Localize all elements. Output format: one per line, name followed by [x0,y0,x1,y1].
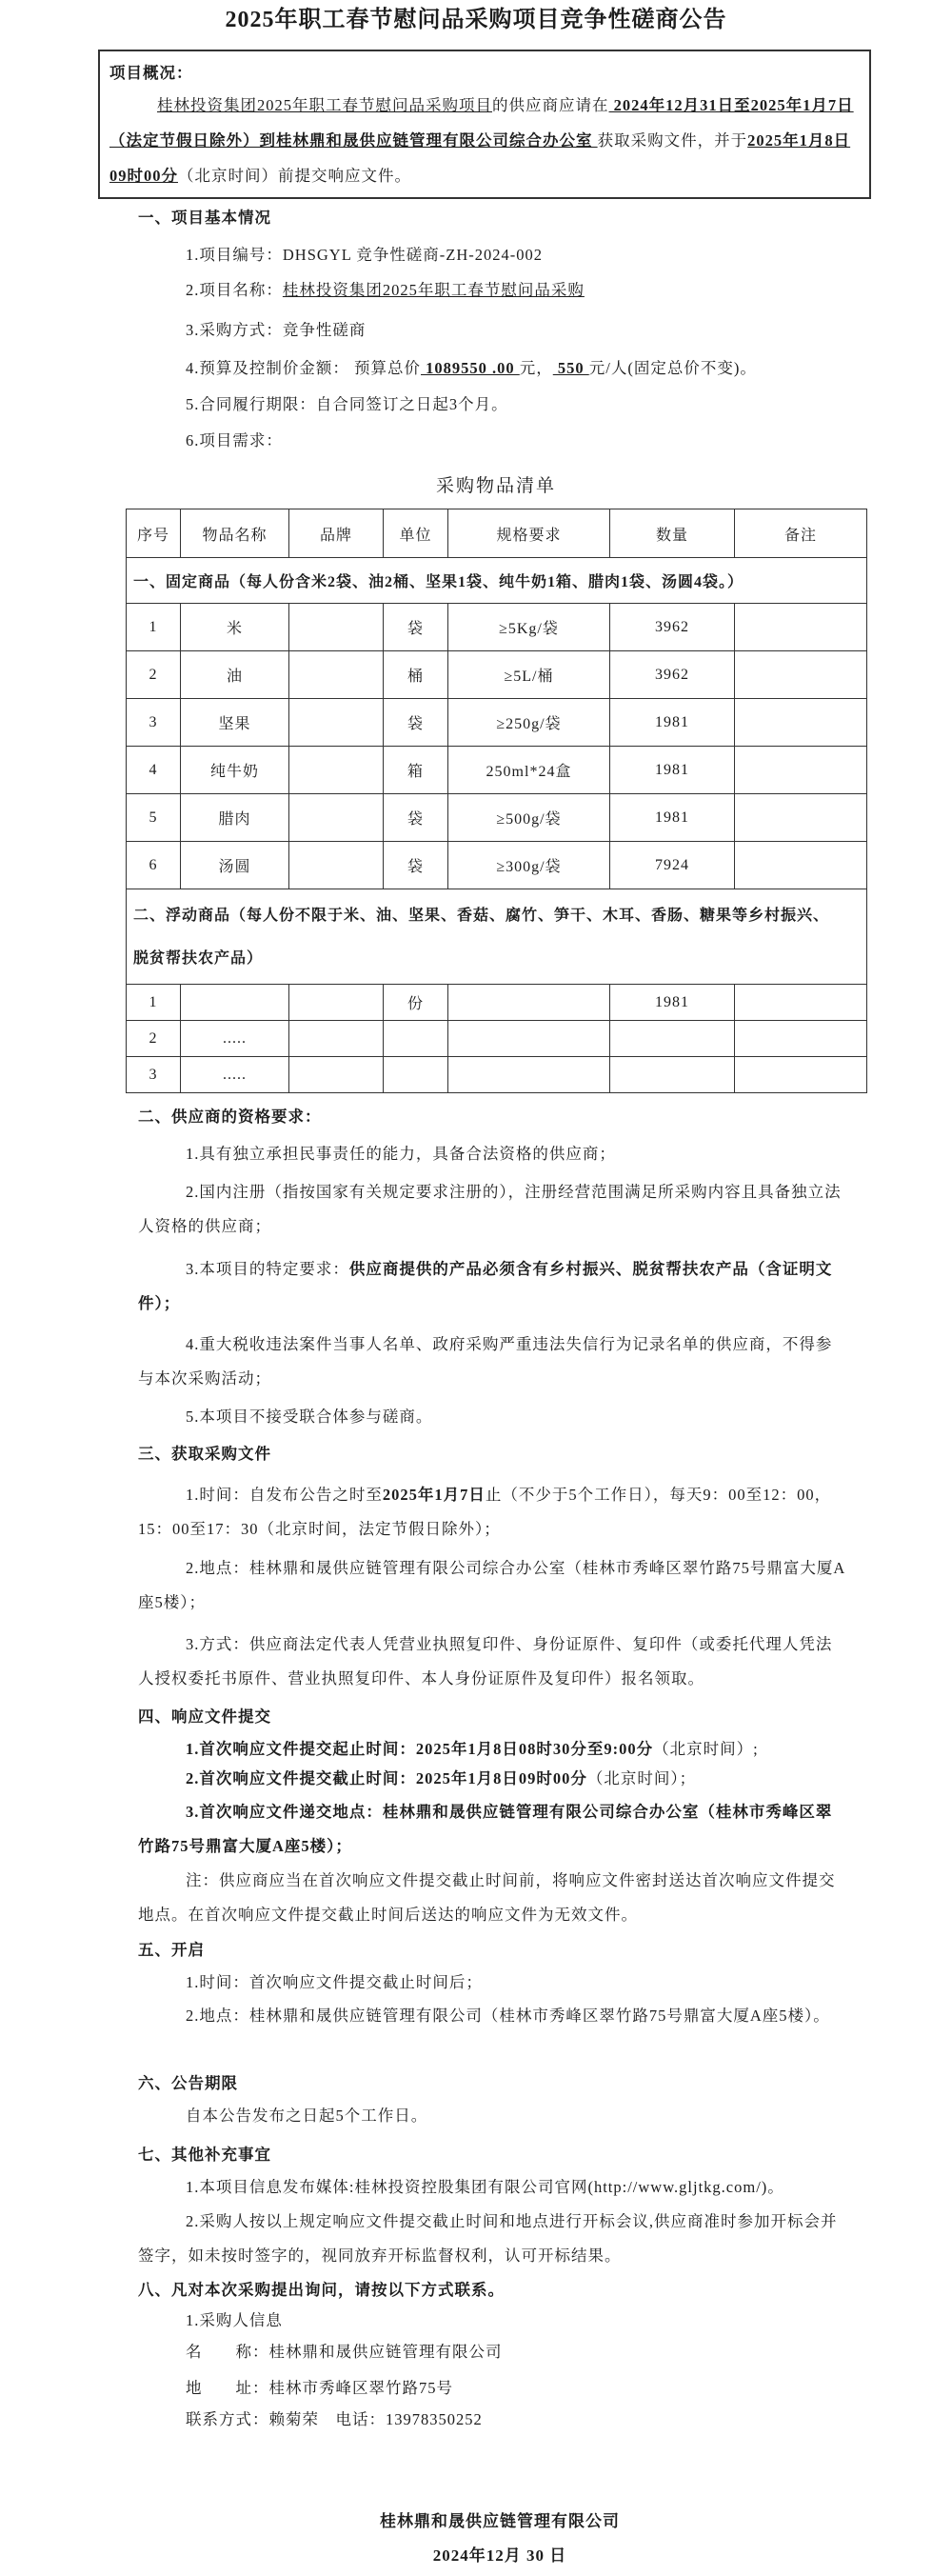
group-title-line2: 脱贫帮扶农产品） [133,949,264,967]
cell [735,1021,867,1057]
cell [384,1057,448,1093]
group-fixed-goods-row [127,558,867,604]
col-header: 数量 [610,509,735,558]
cell: ≥5Kg/袋 [448,604,610,651]
cell: ≥250g/袋 [448,699,610,747]
cell: 4 [127,747,181,794]
cell: ..... [181,1057,289,1093]
cell: 箱 [384,747,448,794]
table-row [127,604,867,651]
cell [289,794,384,842]
table-row [127,651,867,699]
item-text: （北京时间）； [586,1769,697,1787]
col-header: 物品名称 [181,509,289,558]
overview-text: （北京时间）前提交响应文件。 [178,167,411,185]
purchaser-address: 地 址：桂林市秀峰区翠竹路75号 [186,2379,453,2397]
cell: 3962 [610,651,735,699]
cell [384,1021,448,1057]
bid-meeting-note: 2.采购人按以上规定响应文件提交截止时间和地点进行开标会议,供应商准时参加开标会并签字，如未按时签字的，视同放弃开标监督权利，认可开标结果。 [138,2212,838,2265]
cell: 袋 [384,604,448,651]
announcement-period: 自本公告发布之日起5个工作日。 [186,2107,428,2125]
cell [289,985,384,1021]
obtain-doc-place: 2.地点：桂林鼎和晟供应链管理有限公司综合办公室（桂林市秀峰区翠竹路75号鼎富大厦A座5楼）； [138,1559,846,1611]
cell [289,604,384,651]
cell: 纯牛奶 [181,747,289,794]
section-7-heading: 七、其他补充事宜 [138,2146,271,2164]
overview-deadline: 2025年1月8日09时00分 [109,131,851,185]
cell: 6 [127,842,181,889]
cell [289,651,384,699]
cell [735,842,867,889]
cell [289,1057,384,1093]
submit-place: 3.首次响应文件递交地点：桂林鼎和晟供应链管理有限公司综合办公室（桂林市秀峰区翠竹路75号鼎富大厦A座5楼）； [138,1803,833,1855]
submit-deadline-text: 2.首次响应文件提交截止时间：2025年1月8日09时00分 [186,1769,587,1787]
cell: 份 [384,985,448,1021]
col-header: 品牌 [289,509,384,558]
cell: ≥5L/桶 [448,651,610,699]
group-title: 一、固定商品（每人份含米2袋、油2桶、坚果1袋、纯牛奶1箱、腊肉1袋、汤圆4袋。） [127,558,867,604]
obtain-deadline-date: 2025年1月7日 [382,1486,486,1504]
budget-total-value: 1089550 .00 [421,359,520,377]
cell [735,747,867,794]
item-project-number: 1.项目编号：DHSGYL 竞争性磋商-ZH-2024-002 [186,246,544,264]
qualification-item: 5.本项目不接受联合体参与磋商。 [186,1408,433,1426]
cell: 米 [181,604,289,651]
qualification-item [138,1252,847,1321]
item-text: 元/人(固定总价不变)。 [588,359,757,377]
overview-label: 项目概况： [109,64,193,82]
overview-text: 的供应商应请在 [492,96,609,114]
cell: 1 [127,985,181,1021]
cell [289,747,384,794]
cell: 2 [127,1021,181,1057]
item-label: 2.项目名称： [186,281,283,299]
cell [448,1057,610,1093]
col-header: 备注 [735,509,867,558]
table-row [127,794,867,842]
group-floating-goods-row [127,889,867,985]
cell [610,1021,735,1057]
obtain-doc-time [138,1478,847,1547]
cell [181,985,289,1021]
cell: 1981 [610,699,735,747]
overview-box [98,50,871,199]
cell: 1981 [610,794,735,842]
cell: 5 [127,794,181,842]
table-row [127,842,867,889]
cell: 袋 [384,842,448,889]
group-title-line1: 二、浮动商品（每人份不限于米、油、坚果、香菇、腐竹、笋干、木耳、香肠、糖果等乡村振兴、 [133,907,830,924]
cell: 7924 [610,842,735,889]
cell: 桶 [384,651,448,699]
cell: 汤圆 [181,842,289,889]
footer-date: 2024年12月 30 日 [432,2546,567,2565]
special-requirement-text: 供应商提供的产品必须含有乡村振兴、脱贫帮扶农产品（含证明文件）； [138,1260,833,1312]
section-1-heading: 一、项目基本情况 [138,209,271,227]
overview-project-name: 桂林投资集团2025年职工春节慰问品采购项目 [157,96,492,114]
obtain-doc-method: 3.方式：供应商法定代表人凭营业执照复印件、身份证原件、复印件（或委托代理人凭法人授权委托书原件、营业执照复印件、本人身份证原件及复印件）报名领取。 [138,1635,833,1687]
section-8-heading: 八、凡对本次采购提出询问，请按以下方式联系。 [138,2281,505,2299]
table-row [127,699,867,747]
table-header-row [127,509,867,558]
cell: 袋 [384,699,448,747]
cell: 250ml*24盒 [448,747,610,794]
cell: 1981 [610,747,735,794]
item-text: 止（不少于5个工作日），每天9：00至12：00，15：00至17：30（北京时间，法定节假日除外）； [138,1486,832,1538]
cell: 油 [181,651,289,699]
section-5-heading: 五、开启 [138,1941,205,1959]
cell: 腊肉 [181,794,289,842]
cell [735,604,867,651]
qualification-item: 1.具有独立承担民事责任的能力，具备合法资格的供应商； [186,1145,616,1163]
cell: 袋 [384,794,448,842]
section-3-heading: 三、获取采购文件 [138,1445,271,1463]
cell: 1981 [610,985,735,1021]
section-4-heading: 四、响应文件提交 [138,1707,271,1726]
cell: 1 [127,604,181,651]
open-time: 1.时间：首次响应文件提交截止时间后； [186,1973,483,1991]
item-procurement-method: 3.采购方式：竞争性磋商 [186,321,367,339]
col-header: 序号 [127,509,181,558]
item-project-demand: 6.项目需求： [186,431,283,449]
item-budget [138,351,847,386]
cell [735,1057,867,1093]
items-table [126,509,867,1093]
budget-per-person-value: 550 [552,359,589,377]
cell [735,699,867,747]
submit-note: 注：供应商应当在首次响应文件提交截止时间前，将响应文件密封送达首次响应文件提交地点。在首次响应文件提交截止时间后送达的响应文件为无效文件。 [138,1871,836,1924]
table-row [127,985,867,1021]
cell: ≥500g/袋 [448,794,610,842]
section-6-heading: 六、公告期限 [138,2074,238,2092]
col-header: 规格要求 [448,509,610,558]
cell [289,1021,384,1057]
table-row [127,1021,867,1057]
overview-paragraph [109,88,856,193]
items-table-title: 采购物品清单 [435,476,556,496]
cell [735,985,867,1021]
overview-period: 2024年12月31日至2025年1月7日（法定节假日除外）到桂林鼎和晟供应链管理有限公司综合办公室 [109,96,854,150]
section-2-heading: 二、供应商的资格要求： [138,1108,322,1126]
col-header: 单位 [384,509,448,558]
item-label: 4.预算及控制价金额： 预算总价 [186,359,421,377]
item-contract-period: 5.合同履行期限：自合同签订之日起3个月。 [186,395,508,413]
item-project-name [138,273,847,308]
purchaser-info-label: 1.采购人信息 [186,2311,283,2329]
overview-text: 获取采购文件，并于 [597,131,748,150]
cell [610,1057,735,1093]
open-place: 2.地点：桂林鼎和晟供应链管理有限公司（桂林市秀峰区翠竹路75号鼎富大厦A座5楼）。 [186,2007,830,2025]
purchaser-name: 名 称：桂林鼎和晟供应链管理有限公司 [186,2343,503,2361]
cell [735,794,867,842]
project-name-value: 桂林投资集团2025年职工春节慰问品采购 [282,281,585,299]
qualification-item: 4.重大税收违法案件当事人名单、政府采购严重违法失信行为记录名单的供应商，不得参与本次采购活动； [138,1335,833,1388]
cell [735,651,867,699]
table-row [127,1057,867,1093]
cell [448,1021,610,1057]
item-label: 3.本项目的特定要求： [186,1260,349,1278]
cell [448,985,610,1021]
table-row [127,747,867,794]
cell: ..... [181,1021,289,1057]
purchaser-contact: 联系方式：赖菊荣 电话：13978350252 [186,2410,483,2428]
cell: 3 [127,699,181,747]
cell: ≥300g/袋 [448,842,610,889]
cell: 3962 [610,604,735,651]
cell: 3 [127,1057,181,1093]
group-title [127,889,867,985]
publish-media: 1.本项目信息发布媒体:桂林投资控股集团有限公司官网(http://www.gljtkg.com/)。 [186,2178,784,2196]
cell [289,699,384,747]
submit-deadline [138,1762,847,1796]
cell: 2 [127,651,181,699]
item-text: 元， [519,359,553,377]
page-title: 2025年职工春节慰问品采购项目竞争性磋商公告 [225,8,727,32]
footer-company: 桂林鼎和晟供应链管理有限公司 [380,2512,620,2530]
qualification-item: 2.国内注册（指按国家有关规定要求注册的），注册经营范围满足所采购内容且具备独立法人资格的供应商； [138,1183,842,1235]
submit-time-text: 1.首次响应文件提交起止时间：2025年1月8日08时30分至9:00分 [186,1740,654,1758]
item-text: （北京时间）; [653,1740,759,1758]
item-text: 1.时间：自发布公告之时至 [186,1486,383,1504]
cell: 坚果 [181,699,289,747]
cell [289,842,384,889]
